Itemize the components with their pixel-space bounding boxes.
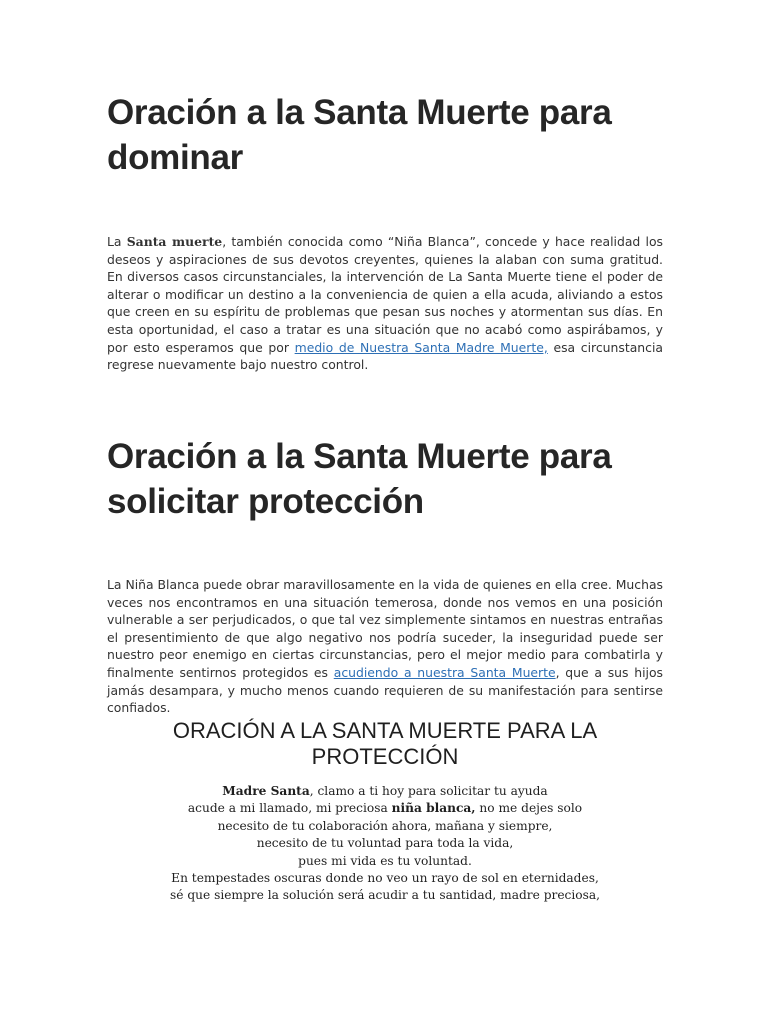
- prayer-line-text: , clamo a ti hoy para solicitar tu ayuda: [309, 784, 548, 798]
- prayer-line-text: no me dejes solo: [475, 801, 583, 816]
- prayer-line: necesito de tu colaboración ahora, mañana y siempre,: [217, 818, 553, 833]
- prayer-heading: ORACIÓN A LA SANTA MUERTE PARA LA PROTECCIÓN: [172, 718, 598, 769]
- heading-dominar: Oración a la Santa Muerte para dominar: [107, 93, 612, 177]
- text-segment: La Niña Blanca puede obrar maravillosamente en la vida de quienes en ella cree. Muchas veces nos encontramos en una situación temerosa, donde nos vemos en una posición vulnerable a ser perjudicados, o que tal vez simplemente sintamos en nuestras entrañas el presentimiento de que algo negativo nos podría suceder, la inseguridad puede ser nuestro peor enemigo en ciertas circunstancias, pero el mejor medio para combatirla y finalmente sentirnos protegidos es: [107, 577, 663, 680]
- prayer-line: pues mi vida es tu voluntad.: [298, 853, 472, 868]
- prayer-text: [107, 783, 663, 905]
- prayer-line: sé que siempre la solución será acudir a tu santidad, madre preciosa,: [169, 888, 601, 903]
- heading-proteccion: Oración a la Santa Muerte para solicitar protección: [107, 437, 612, 521]
- text-segment: , también conocida como “Niña Blanca”, concede y hace realidad los deseos y aspiraciones de sus devotos creyentes, quienes la alaban con suma gratitud. En diversos casos circunstanciales, la intervención de La Santa Muerte tiene el poder de alterar o modificar un destino a la conveniencia de quien a ella acuda, aliviando a estos que creen en su espíritu de problemas que pesan sus noches y atormentan sus días. En esta oportunidad, el caso a tratar es una situación que no acabó como aspirábamos, y por esto esperamos que por: [107, 234, 663, 355]
- prayer-line-text: acude a mi llamado, mi preciosa: [187, 801, 392, 816]
- text-segment: , que a sus hijos jamás desampara, y mucho menos cuando requieren de su manifestación para sentirse confiados.: [107, 664, 664, 716]
- prayer-bold: niña blanca,: [391, 801, 476, 816]
- prayer-line: necesito de tu voluntad para toda la vida,: [256, 836, 514, 851]
- paragraph-proteccion: [107, 576, 663, 717]
- prayer-bold: Madre Santa: [222, 784, 310, 798]
- prayer-line: En tempestades oscuras donde no veo un rayo de sol en eternidades,: [171, 871, 599, 886]
- prayer-line: [107, 783, 663, 800]
- text-segment: La: [107, 234, 127, 249]
- bold-term-santa-muerte: Santa muerte: [126, 234, 223, 249]
- text-segment: esa circunstancia regrese nuevamente bajo nuestro control.: [107, 339, 663, 373]
- link-acudiendo-santa-muerte[interactable]: acudiendo a nuestra Santa Muerte: [333, 664, 556, 680]
- link-santa-madre-muerte[interactable]: medio de Nuestra Santa Madre Muerte,: [294, 339, 548, 355]
- paragraph-dominar: [107, 233, 663, 374]
- prayer-line: [107, 800, 663, 817]
